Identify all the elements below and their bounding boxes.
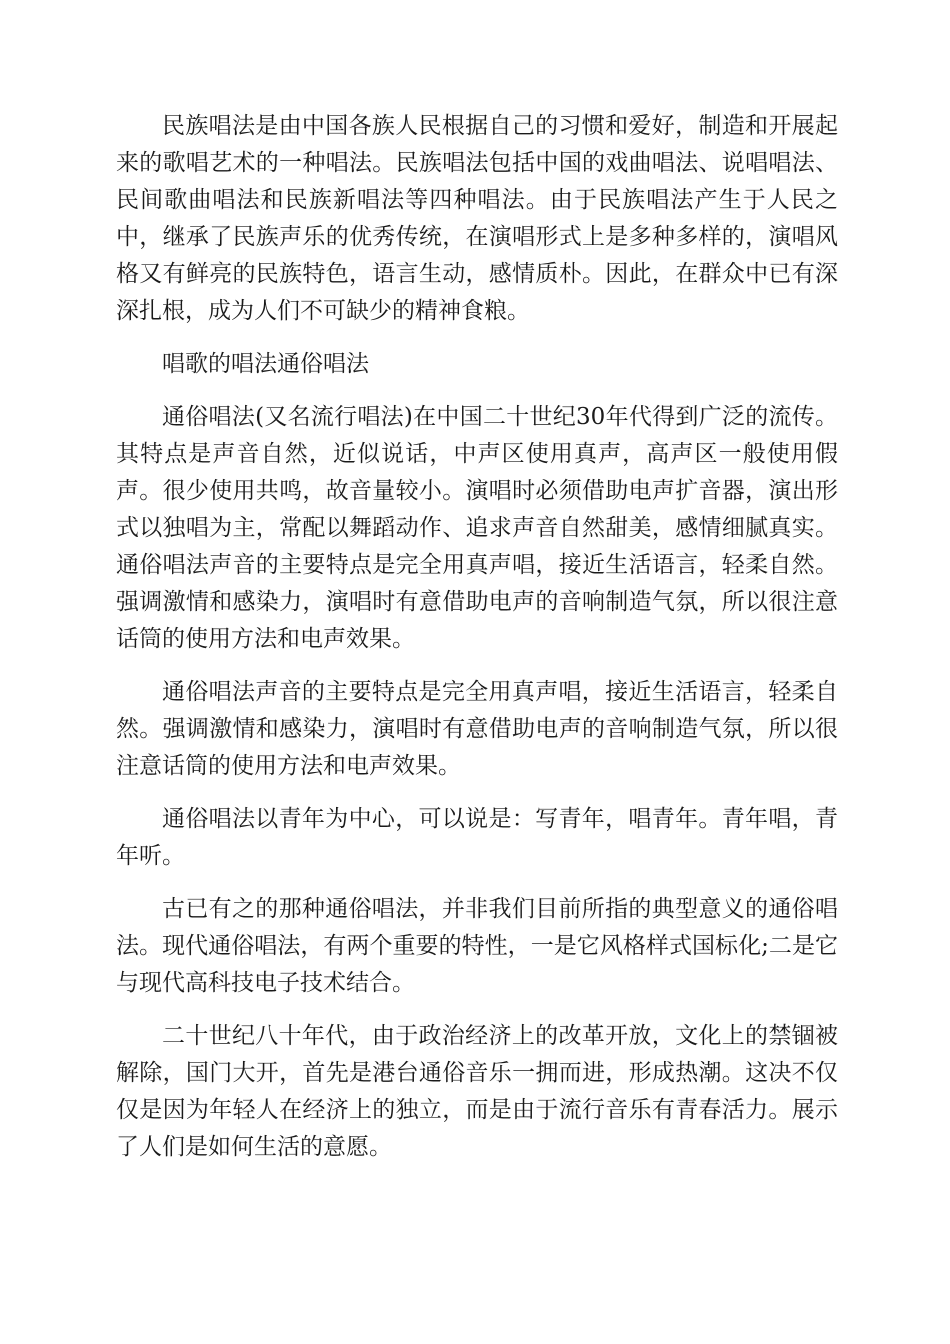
paragraph-pop-singing-intro: 通俗唱法(又名流行唱法)在中国二十世纪30年代得到广泛的流传。其特点是声音自然，近似说话，中声区使用真声，高声区一般使用假声。很少使用共鸣，故音量较小。演唱时必须借助电声扩音器，演出形式以独唱为主，常配以舞蹈动作、追求声音自然甜美，感情细腻真实。通俗唱法声音的主要特点是完全用真声唱，接近生活语言，轻柔自然。强调激情和感染力，演唱时有意借助电声的音响制造气氛，所以很注意话筒的使用方法和电声效果。 bbox=[116, 404, 838, 652]
paragraph-1980s-history: 二十世纪八十年代，由于政治经济上的改革开放，文化上的禁锢被解除，国门大开，首先是港台通俗音乐一拥而进，形成热潮。这决不仅仅是因为年轻人在经济上的独立，而是由于流行音乐有青春活力。展示了人们是如何生活的意愿。 bbox=[116, 1023, 838, 1160]
paragraph-youth-centered: 通俗唱法以青年为中心，可以说是：写青年，唱青年。青年唱，青年听。 bbox=[116, 806, 838, 869]
paragraph-modern-pop-traits: 古已有之的那种通俗唱法，并非我们目前所指的典型意义的通俗唱法。现代通俗唱法，有两个重要的特性，一是它风格样式国标化;二是它与现代高科技电子技术结合。 bbox=[116, 896, 838, 996]
paragraph-ethnic-singing: 民族唱法是由中国各族人民根据自己的习惯和爱好，制造和开展起来的歌唱艺术的一种唱法。民族唱法包括中国的戏曲唱法、说唱唱法、民间歌曲唱法和民族新唱法等四种唱法。由于民族唱法产生于人民之中，继承了民族声乐的优秀传统，在演唱形式上是多种多样的，演唱风格又有鲜亮的民族特色，语言生动，感情质朴。因此，在群众中已有深深扎根，成为人们不可缺少的精神食粮。 bbox=[116, 113, 838, 324]
section-heading-pop-singing: 唱歌的唱法通俗唱法 bbox=[162, 351, 369, 377]
paragraph-pop-voice-features: 通俗唱法声音的主要特点是完全用真声唱，接近生活语言，轻柔自然。强调激情和感染力，演唱时有意借助电声的音响制造气氛，所以很注意话筒的使用方法和电声效果。 bbox=[116, 679, 838, 779]
document-page bbox=[116, 108, 838, 1182]
